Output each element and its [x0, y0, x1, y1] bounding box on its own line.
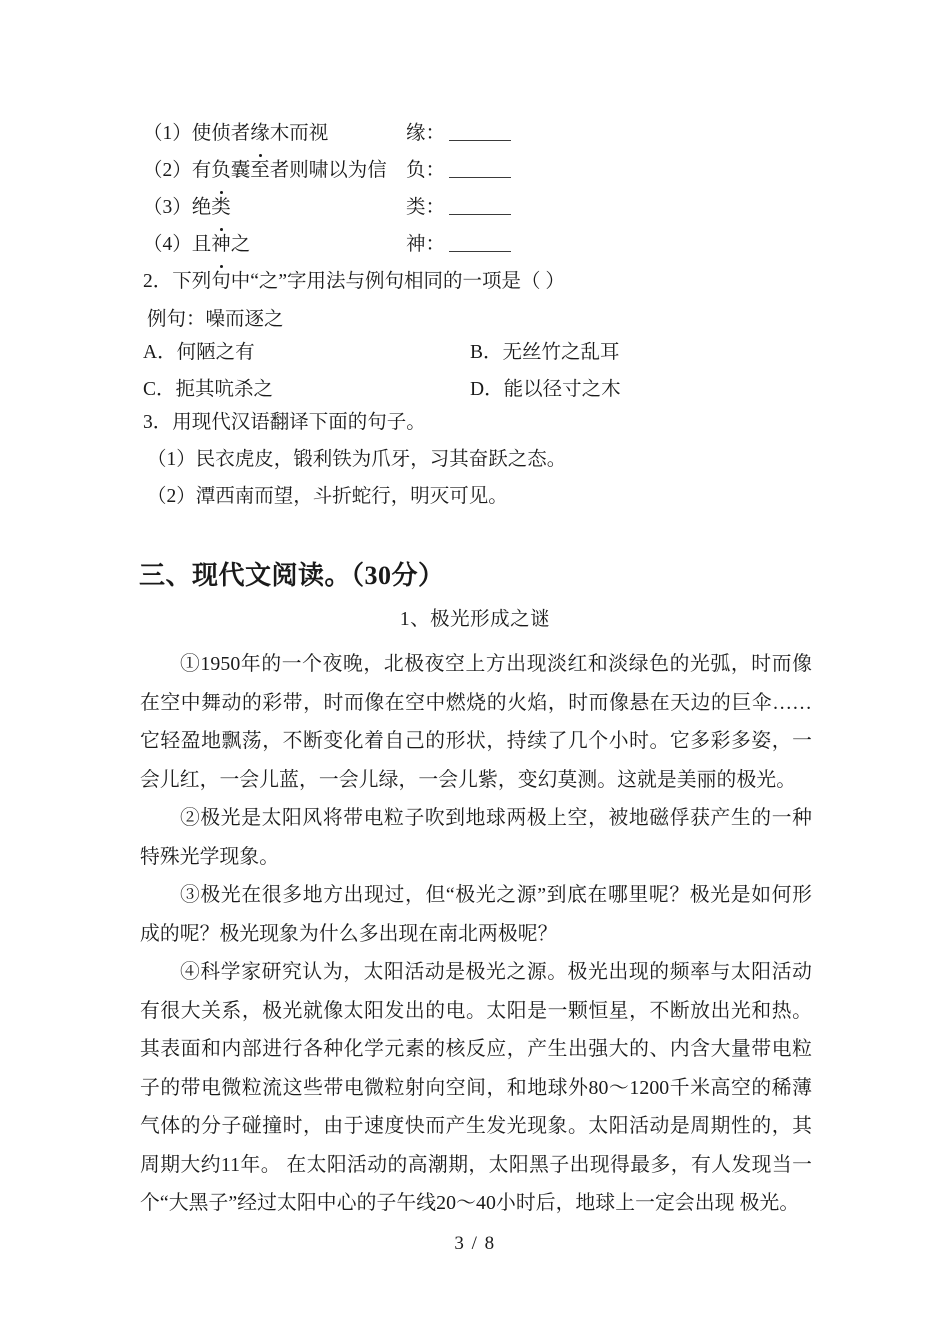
- fill-in-blank-answer: 神：: [406, 227, 511, 263]
- fill-in-blank-answer: 负：: [406, 153, 511, 189]
- emphasis-dotted-char: 神: [211, 227, 231, 263]
- fill-in-blank-answer: 类：: [406, 190, 511, 226]
- fill-in-blank-row: [143, 116, 823, 152]
- section-heading-three: 三、现代文阅读。（30分）: [139, 561, 445, 590]
- article-title: 1、极光形成之谜: [399, 609, 551, 630]
- question-2-option-d[interactable]: D．能以径寸之木: [470, 379, 621, 400]
- page-number-footer: 3 / 8: [454, 1233, 496, 1254]
- answer-blank-line[interactable]: [449, 126, 511, 141]
- fill-in-blank-stem: （3）绝类: [143, 190, 231, 226]
- answer-blank-line[interactable]: [449, 200, 511, 215]
- question-3-item-2: （2）潭西南而望，斗折蛇行，明灭可见。: [147, 486, 508, 507]
- emphasis-dotted-char: 类: [211, 190, 231, 226]
- article-paragraph-4: ④科学家研究认为，太阳活动是极光之源。极光出现的频率与太阳活动有很大关系，极光就像太阳发出的电。太阳是一颗恒星，不断放出光和热。其表面和内部进行各种化学元素的核反应，产生出强大的、内含大量带电粒子的带电微粒流这些带电微粒射向空间，和地球外80～1200千米高空的稀薄气体的分子碰撞时，由于速度快而产生发光现象。太阳活动是周期性的，其周期大约11年。 在太阳活动的高潮期，太阳黑子出现得最多，有人发现当一个“大黑子”经过太阳中心的子午线20～40小时后，地球上一定会出现 极光。: [140, 961, 812, 1214]
- fill-in-blank-stem: （1）使侦者缘木而视: [143, 116, 328, 152]
- fill-in-blank-row: [143, 190, 823, 226]
- article-paragraph-2: ②极光是太阳风将带电粒子吹到地球两极上空，被地磁俘获产生的一种特殊光学现象。: [140, 807, 812, 868]
- article-paragraph-3: ③极光在很多地方出现过，但“极光之源”到底在哪里呢？极光是如何形成的呢？极光现象为什么多出现在南北两极呢？: [140, 884, 812, 945]
- question-3-item-1: （1）民衣虎皮，锻利铁为爪牙，习其奋跃之态。: [147, 449, 567, 470]
- question-2-option-b[interactable]: B．无丝竹之乱耳: [470, 342, 620, 363]
- answer-blank-line[interactable]: [449, 163, 511, 178]
- fill-in-blank-stem: （4）且神之: [143, 227, 250, 263]
- question-2-option-c[interactable]: C．扼其吭杀之: [143, 379, 274, 400]
- question-2-option-a[interactable]: A．何陋之有: [143, 342, 255, 363]
- question-2-prompt: 2．下列句中“之”字用法与例句相同的一项是（ ）: [143, 271, 565, 292]
- fill-in-blank-row: [143, 153, 823, 189]
- answer-blank-line[interactable]: [449, 237, 511, 252]
- emphasis-dotted-char: 缘: [250, 116, 270, 152]
- fill-in-blank-answer: 缘：: [406, 116, 511, 152]
- fill-in-blank-stem: （2）有负囊至者则啸以为信: [143, 153, 387, 189]
- fill-in-blank-row: [143, 227, 823, 263]
- emphasis-dotted-char: 负: [211, 153, 231, 189]
- article-paragraph-1: ①1950年的一个夜晚，北极夜空上方出现淡红和淡绿色的光弧，时而像在空中舞动的彩带，时而像在空中燃烧的火焰，时而像悬在天边的巨伞……它轻盈地飘荡，不断变化着自己的形状，持续了几个小时。它多彩多姿，一会儿红，一会儿蓝，一会儿绿，一会儿紫，变幻莫测。这就是美丽的极光。: [140, 653, 812, 791]
- question-3-prompt: 3．用现代汉语翻译下面的句子。: [143, 412, 426, 433]
- question-2-example: 例句：噪而逐之: [147, 309, 284, 330]
